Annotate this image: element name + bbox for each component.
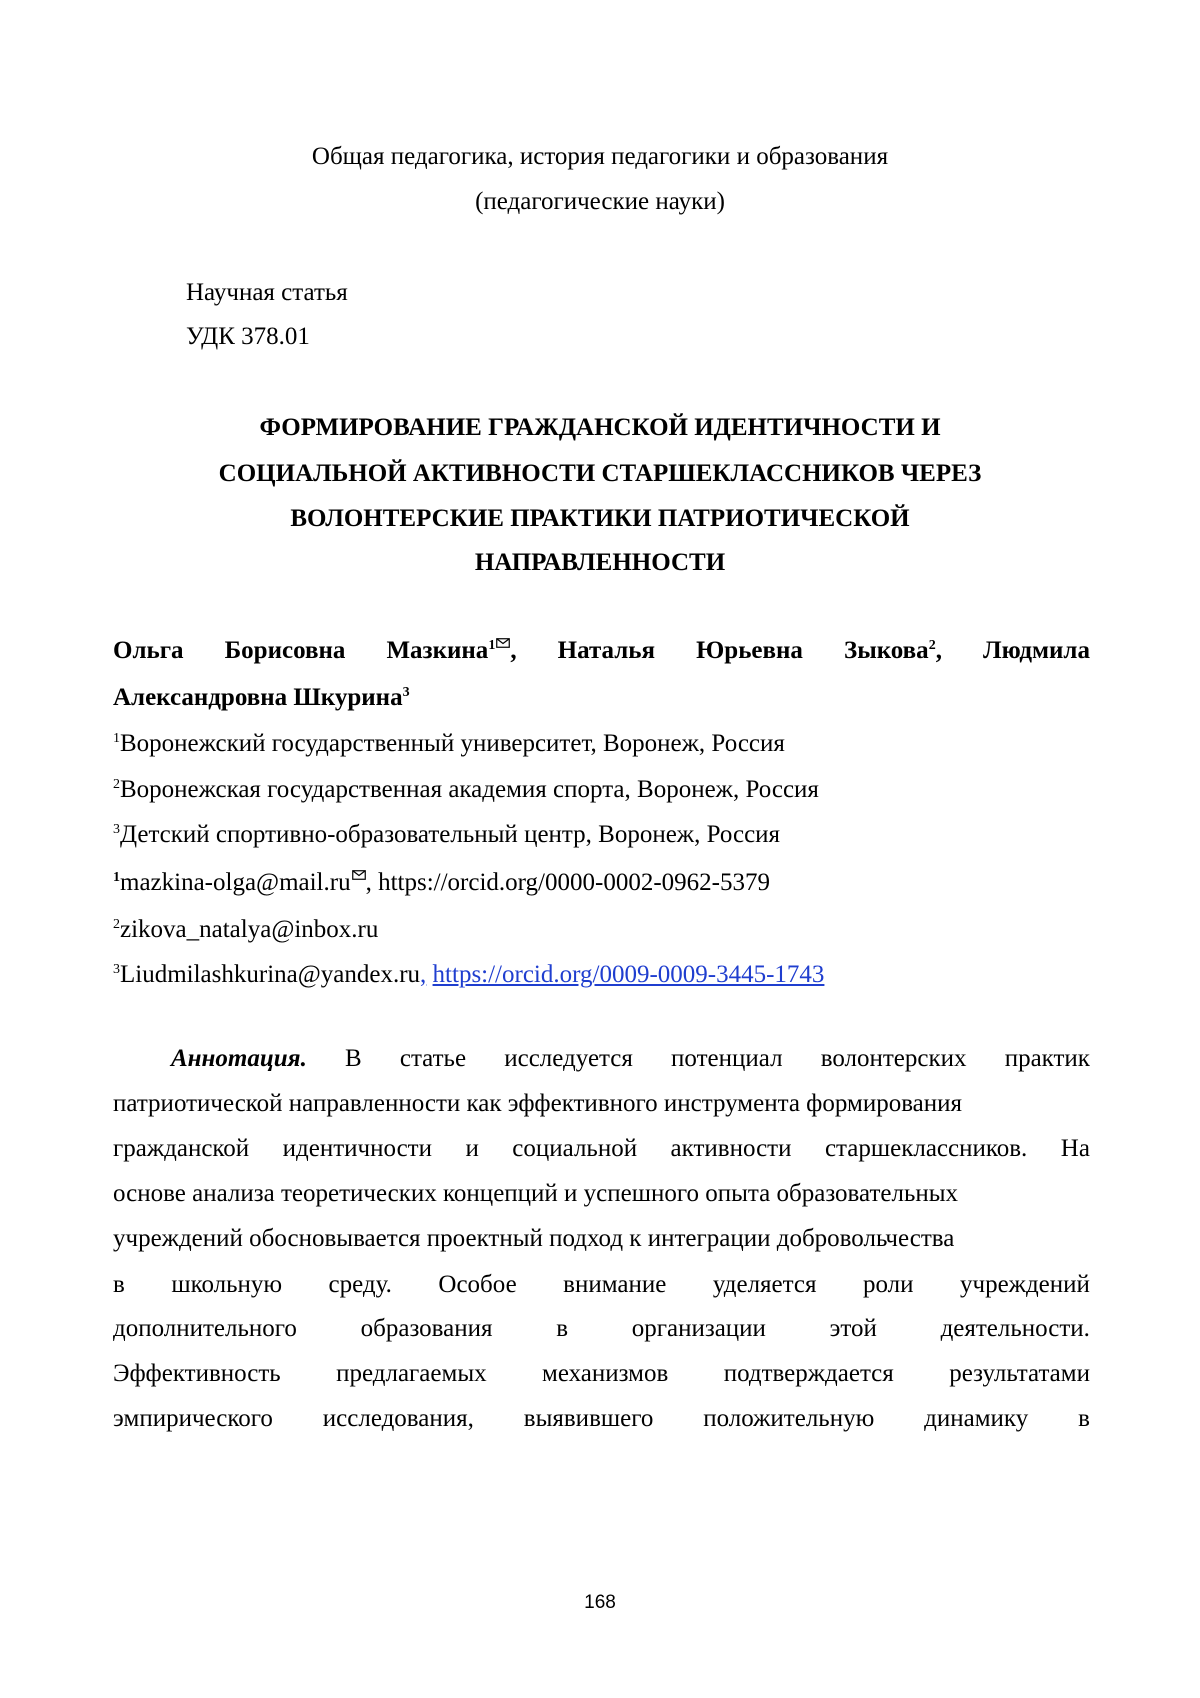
abstract-line-1	[171, 1044, 1090, 1074]
abstract-word: и	[465, 1135, 479, 1162]
abstract-word: подтверждается	[723, 1360, 894, 1387]
abstract-word: роли	[862, 1271, 914, 1298]
author-1-surname-group: Мазкина$^1$ ,	[386, 637, 517, 664]
envelope-icon	[496, 638, 510, 648]
abstract-word: исследуется	[504, 1045, 633, 1072]
affiliation-3-text: Детский спортивно-образовательный центр, Воронеж, Россия	[120, 821, 781, 848]
abstract-word: волонтерских	[820, 1045, 967, 1072]
author-3-first-name: Людмила	[983, 637, 1090, 664]
contact-3	[113, 960, 824, 990]
abstract-heading: Аннотация.	[171, 1045, 307, 1072]
abstract-word: этой	[829, 1315, 877, 1342]
author-3-rest-name: Александровна Шкурина	[113, 684, 403, 711]
abstract-word: идентичности	[282, 1135, 432, 1162]
abstract-word: уделяется	[712, 1271, 817, 1298]
contact-2-email[interactable]: zikova_natalya@inbox.ru	[120, 916, 379, 943]
article-title-line-3: ВОЛОНТЕРСКИЕ ПРАКТИКИ ПАТРИОТИЧЕСКОЙ	[290, 505, 910, 532]
abstract-word: среду.	[328, 1271, 392, 1298]
abstract-line-9	[113, 1404, 1090, 1434]
contact-3-sup: 3	[113, 962, 120, 977]
contact-1-orcid[interactable]: https://orcid.org/0000-0002-0962-5379	[378, 869, 770, 896]
affiliation-3	[113, 820, 780, 850]
abstract-word: школьную	[171, 1271, 283, 1298]
article-type: Научная статья	[186, 279, 348, 306]
article-title-line-1: ФОРМИРОВАНИЕ ГРАЖДАНСКОЙ ИДЕНТИЧНОСТИ И	[259, 414, 941, 441]
abstract-line-3	[113, 1134, 1090, 1164]
abstract-word: В	[345, 1045, 362, 1072]
author-1-surname: Мазкина	[386, 637, 489, 664]
abstract-word: На	[1060, 1135, 1090, 1162]
abstract-word: практик	[1004, 1045, 1090, 1072]
abstract-word: в	[113, 1271, 125, 1298]
abstract-word: динамику	[924, 1405, 1029, 1432]
affiliation-1-text: Воронежский государственный университет, Воронеж, Россия	[120, 730, 785, 757]
article-title-line-2: СОЦИАЛЬНОЙ АКТИВНОСТИ СТАРШЕКЛАССНИКОВ ЧЕРЕЗ	[218, 460, 982, 487]
contact-1-separator: ,	[365, 869, 379, 896]
contact-1-email[interactable]: mazkina-olga@mail.ru	[120, 869, 351, 896]
author-2-middle-name: Юрьевна	[696, 637, 803, 664]
author-2-surname-group: Зыкова$^2$,	[844, 637, 942, 664]
abstract-word: внимание	[563, 1271, 667, 1298]
abstract-line-8	[113, 1359, 1090, 1389]
author-1-middle-name: Борисовна	[224, 637, 346, 664]
authors-line-2	[113, 683, 410, 713]
abstract-word: деятельности.	[940, 1315, 1090, 1342]
contact-2-sup: 2	[113, 917, 120, 932]
abstract-word: статье	[399, 1045, 467, 1072]
contact-1-sup: 1	[113, 870, 120, 885]
author-1-affiliation-sup: 1	[488, 638, 496, 653]
contact-2	[113, 915, 378, 945]
page-number: 168	[584, 1592, 616, 1613]
abstract-word: в	[1078, 1405, 1090, 1432]
abstract-word: Эффективность	[113, 1360, 281, 1387]
abstract-word: старшеклассников.	[824, 1135, 1028, 1162]
abstract-line-7	[113, 1314, 1090, 1344]
affiliation-3-sup: 3	[113, 822, 120, 837]
abstract-word: организации	[631, 1315, 766, 1342]
authors-line-1	[113, 636, 1090, 666]
abstract-word: исследования,	[322, 1405, 474, 1432]
abstract-word: в	[556, 1315, 569, 1342]
contact-1	[113, 868, 770, 898]
abstract-word: учреждений	[960, 1271, 1090, 1298]
abstract-word: дополнительного	[113, 1315, 297, 1342]
author-1-first-name: Ольга	[113, 637, 184, 664]
abstract-word: активности	[670, 1135, 792, 1162]
envelope-icon	[352, 870, 366, 880]
abstract-word: социальной	[512, 1135, 638, 1162]
author-2-first-name: Наталья	[557, 637, 656, 664]
abstract-line-6	[113, 1270, 1090, 1300]
contact-3-separator: ,	[420, 961, 427, 988]
contact-3-orcid-link[interactable]: https://orcid.org/0009-0009-3445-1743	[432, 961, 825, 988]
section-heading-line-1: Общая педагогика, история педагогики и образования	[311, 143, 889, 170]
author-2-surname: Зыкова	[844, 637, 929, 664]
abstract-word: выявившего	[523, 1405, 654, 1432]
article-title-line-4: НАПРАВЛЕННОСТИ	[474, 549, 726, 576]
abstract-word: механизмов	[542, 1360, 669, 1387]
abstract-word: предлагаемых	[336, 1360, 487, 1387]
abstract-line-5: учреждений обосновывается проектный подход к интеграции добровольчества	[113, 1225, 955, 1252]
affiliation-2-sup: 2	[113, 777, 120, 792]
abstract-word: Особое	[438, 1271, 517, 1298]
abstract-line-4: основе анализа теоретических концепций и успешного опыта образовательных	[113, 1180, 959, 1207]
section-heading-line-2: (педагогические науки)	[475, 188, 725, 215]
abstract-word: эмпирического	[113, 1405, 273, 1432]
abstract-word: результатами	[949, 1360, 1090, 1387]
affiliation-2	[113, 775, 819, 805]
abstract-word: образования	[360, 1315, 493, 1342]
abstract-word: потенциал	[671, 1045, 783, 1072]
abstract-line-2: патриотической направленности как эффективного инструмента формирования	[113, 1090, 963, 1117]
abstract-word: гражданской	[113, 1135, 250, 1162]
abstract-word: положительную	[703, 1405, 875, 1432]
affiliation-1-sup: 1	[113, 731, 120, 746]
affiliation-2-text: Воронежская государственная академия спорта, Воронеж, Россия	[120, 776, 819, 803]
affiliation-1	[113, 729, 785, 759]
author-2-affiliation-sup: 2	[928, 638, 936, 653]
contact-3-email[interactable]: Liudmilashkurina@yandex.ru	[120, 961, 421, 988]
author-3-affiliation-sup: 3	[402, 685, 410, 700]
udc-code: УДК 378.01	[186, 323, 310, 350]
